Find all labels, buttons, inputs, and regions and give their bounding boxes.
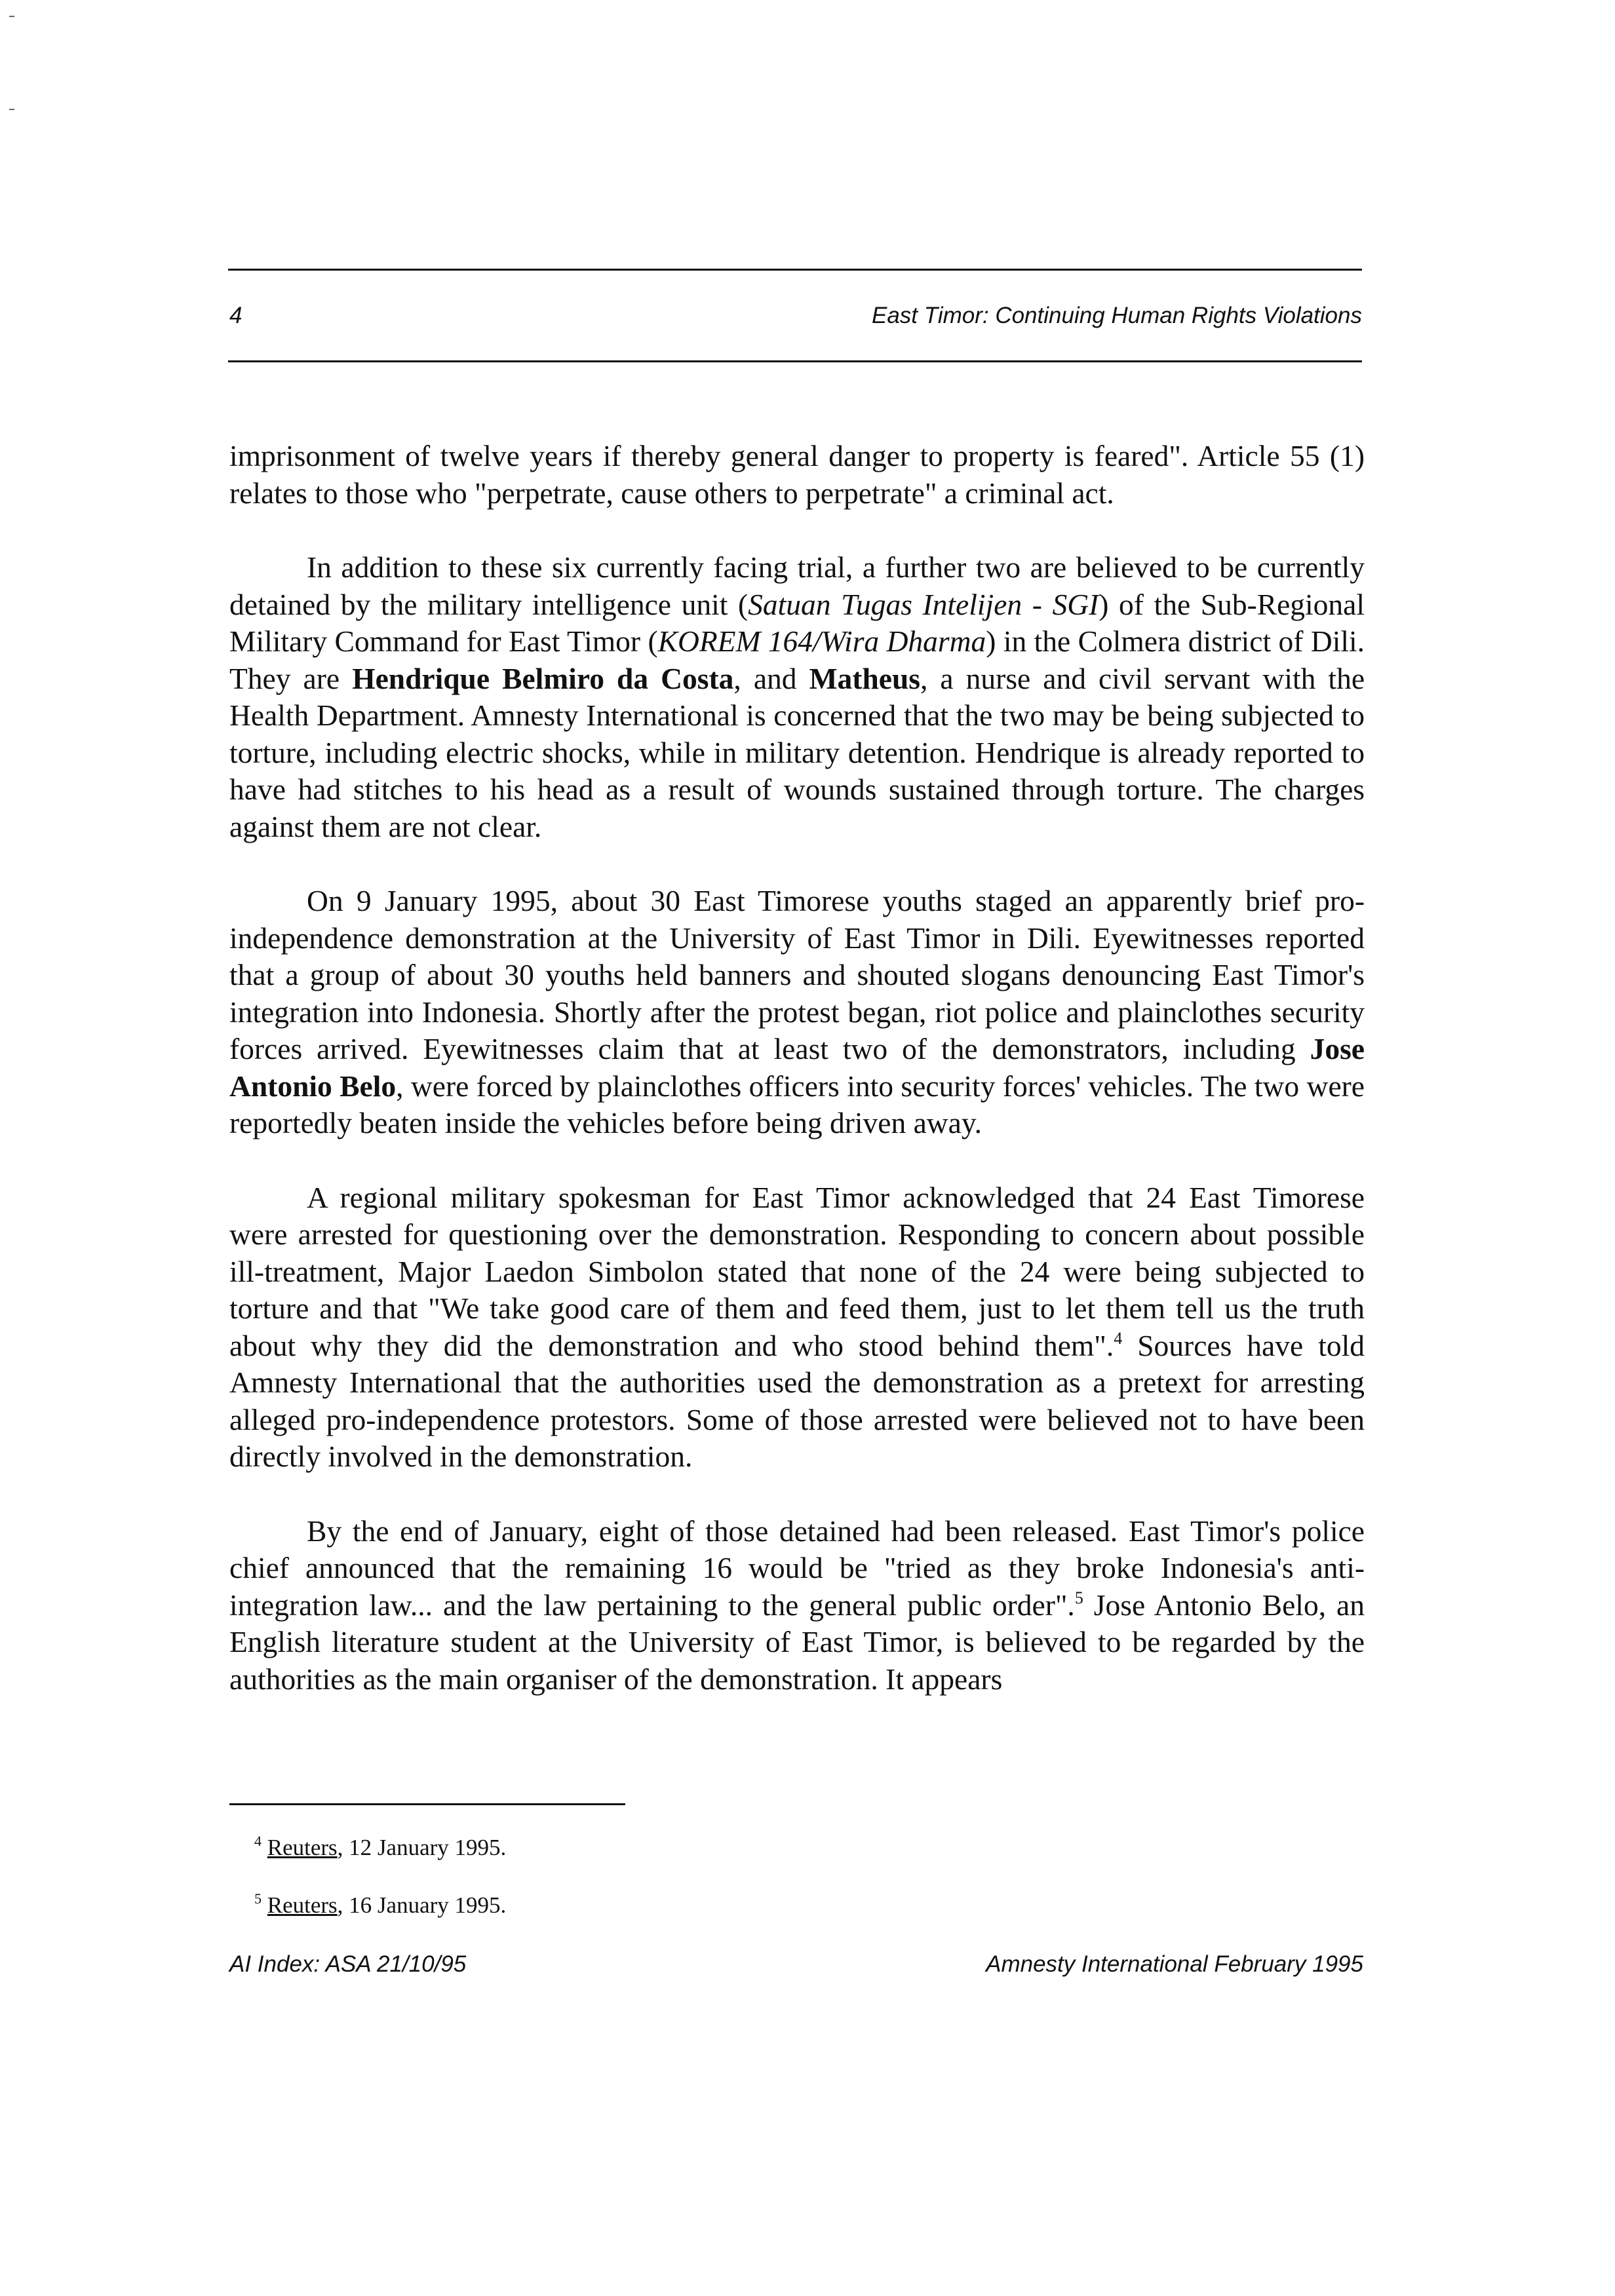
footnote — [254, 1835, 506, 1861]
bold-name: Matheus — [809, 661, 920, 695]
text-run: In addition to these six currently facing trial, a further two are believed to be currently detained by the military intelligence unit ( — [229, 550, 1365, 621]
scan-mark — [9, 109, 14, 110]
paragraph — [229, 883, 1365, 1142]
body-text — [229, 438, 1365, 1735]
text-run: ) in the Colmera district of Dili. They are — [229, 624, 1365, 695]
footnote-ref: 4 — [1114, 1328, 1123, 1348]
ai-index: AI Index: ASA 21/10/95 — [229, 1951, 467, 1977]
footnote — [254, 1892, 506, 1919]
text-run: A regional military spokesman for East Timor acknowledged that 24 East Timorese were arrested for questioning over the demonstration. Responding to concern about possible ill-treatment, Major Laedon Simbolon stated that none of the 24 were being subjected to torture and that "We take good care of them and feed them, just to let them tell us the truth about why they did the demonstration and who stood behind them". — [229, 1180, 1365, 1362]
footnote-number: 5 — [254, 1890, 262, 1907]
running-title: East Timor: Continuing Human Rights Violations — [871, 303, 1362, 328]
footnote-source: Reuters — [267, 1835, 338, 1860]
text-run: , a nurse and civil servant with the Health Department. Amnesty International is concerned that the two may be being subjected to torture, including electric shocks, while in military detention. Hendrique is already reported to have had stitches to his head as a result of wounds sustained through torture. The charges against them are not clear. — [229, 661, 1365, 843]
italic-term: Satuan Tugas Intelijen - SGI — [748, 587, 1099, 621]
bold-name: Hendrique Belmiro da Costa — [352, 661, 734, 695]
text-run: imprisonment of twelve years if thereby general danger to property is feared". Article 55 (1) relates to those who "perpetrate, cause others to perpetrate" a criminal act. — [229, 439, 1365, 510]
paragraph — [229, 438, 1365, 512]
footnote-separator — [229, 1803, 625, 1805]
footnote-ref: 5 — [1074, 1588, 1083, 1607]
text-run: ) of the Sub-Regional Military Command for East Timor ( — [229, 587, 1365, 658]
footnote-source: Reuters — [267, 1892, 338, 1918]
text-run: Jose Antonio Belo, an English literature student at the University of East Timor, is believed to be regarded by the authorities as the main organiser of the demonstration. It appears — [229, 1588, 1365, 1696]
page-number: 4 — [229, 303, 243, 328]
text-run: , were forced by plainclothes officers into security forces' vehicles. The two were reportedly beaten inside the vehicles before being driven away. — [229, 1069, 1365, 1139]
header-bottom-rule — [228, 360, 1362, 362]
organisation-date: Amnesty International February 1995 — [986, 1951, 1363, 1977]
italic-term: KOREM 164/Wira Dharma — [657, 624, 986, 658]
paragraph — [229, 1513, 1365, 1698]
footnote-number: 4 — [254, 1833, 262, 1849]
text-run: Sources have told Amnesty International that the authorities used the demonstration as a pretext for arresting alleged pro-independence protestors. Some of those arrested were believed not to have been directly involved in the demonstration. — [229, 1328, 1365, 1473]
bold-name: Jose Antonio Belo — [229, 1032, 1365, 1103]
text-run: , and — [733, 661, 809, 695]
paragraph — [229, 1179, 1365, 1476]
paragraph — [229, 549, 1365, 845]
scan-mark — [9, 16, 14, 17]
footnote-date: , 12 January 1995. — [337, 1835, 507, 1860]
text-run: On 9 January 1995, about 30 East Timorese youths staged an apparently brief pro-independence demonstration at the University of East Timor in Dili. Eyewitnesses reported that a group of about 30 youths held banners and shouted slogans denouncing East Timor's integration into Indonesia. Shortly after the protest began, riot police and plainclothes security forces arrived. Eyewitnesses claim that at least two of the demonstrators, including — [229, 884, 1365, 1065]
footnote-date: , 16 January 1995. — [337, 1892, 507, 1918]
text-run: By the end of January, eight of those detained had been released. East Timor's police chief announced that the remaining 16 would be "tried as they broke Indonesia's anti-integration law... and the law pertaining to the general public order". — [229, 1514, 1365, 1622]
header-top-rule — [228, 269, 1362, 271]
